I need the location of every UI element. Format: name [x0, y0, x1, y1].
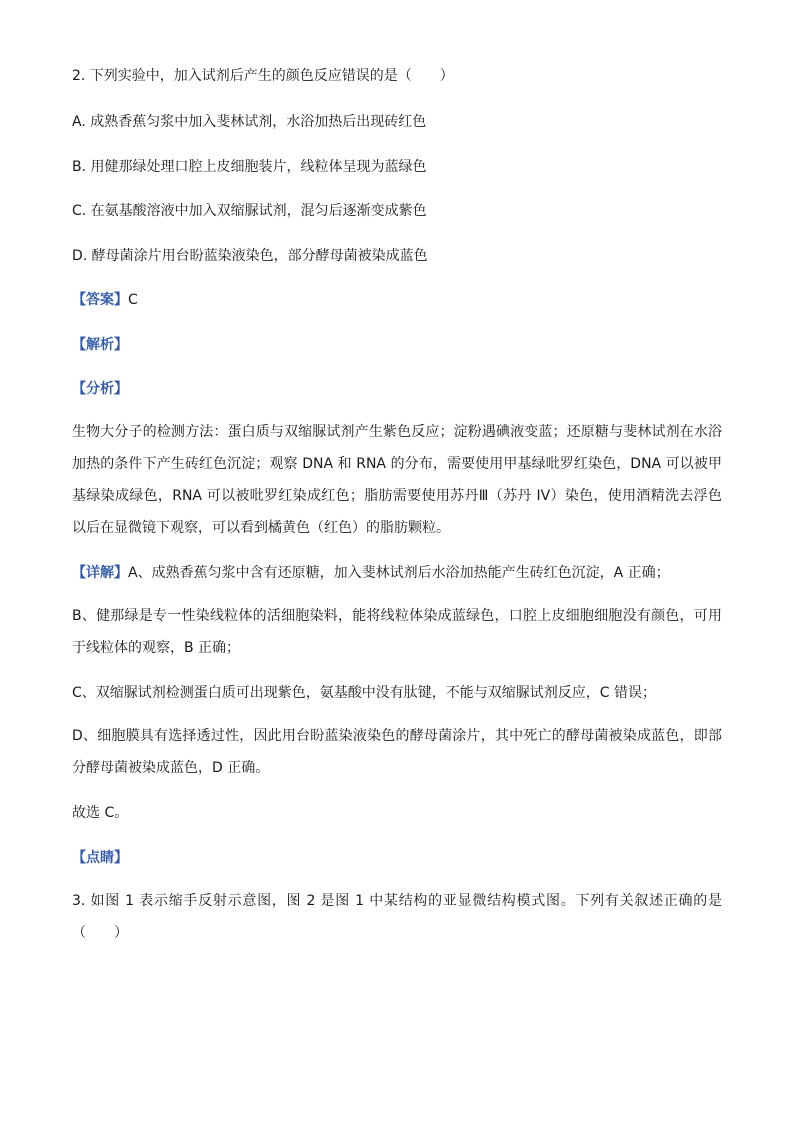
option-d: D. 酵母菌涂片用台盼蓝染液染色，部分酵母菌被染成蓝色: [72, 248, 428, 264]
question-2-stem: 2. 下列实验中，加入试剂后产生的颜色反应错误的是（ ）: [72, 68, 454, 84]
dianjing-label: 【点睛】: [72, 850, 128, 866]
answer-row: [72, 290, 138, 310]
question-3-stem: 3. 如图 1 表示缩手反射示意图，图 2 是图 1 中某结构的亚显微结构模式图。下列有关叙述正确的是（ ）: [72, 893, 722, 941]
answer-label: 【答案】: [72, 292, 128, 308]
option-b: B. 用健那绿处理口腔上皮细胞装片，线粒体呈现为蓝绿色: [72, 159, 427, 175]
detail-d-text: D、细胞膜具有选择透过性，因此用台盼蓝染液染色的酵母菌涂片，其中死亡的酵母菌被染成蓝色，即部分酵母菌被染成蓝色，D 正确。: [72, 728, 722, 776]
answer-value: C: [128, 292, 138, 308]
conclusion-text: 故选 C。: [72, 805, 129, 821]
analysis-label: 【解析】: [72, 337, 128, 353]
fenxi-text: 生物大分子的检测方法：蛋白质与双缩脲试剂产生紫色反应；淀粉遇碘液变蓝；还原糖与斐林试剂在水浴加热的条件下产生砖红色沉淀；观察 DNA 和 RNA 的分布，需要使用甲基绿吡罗红染色，DNA 可以被甲基绿染成绿色，RNA 可以被吡罗红染成红色；脂肪需要使用苏丹Ⅲ（苏丹 IV）染色，使用酒精洗去浮色以后在显微镜下观察，可以看到橘黄色（红色）的脂肪颗粒。: [72, 424, 722, 536]
fenxi-label: 【分析】: [72, 381, 128, 397]
detail-a-text: A、成熟香蕉匀浆中含有还原糖，加入斐林试剂后水浴加热能产生砖红色沉淀，A 正确；: [128, 565, 670, 581]
option-a: A. 成熟香蕉匀浆中加入斐林试剂，水浴加热后出现砖红色: [72, 114, 427, 130]
detail-b-text: B、健那绿是专一性染线粒体的活细胞染料，能将线粒体染成蓝绿色，口腔上皮细胞细胞没有颜色，可用于线粒体的观察，B 正确；: [72, 608, 722, 656]
detail-c-text: C、双缩脲试剂检测蛋白质可出现紫色，氨基酸中没有肽键，不能与双缩脲试剂反应，C 错误；: [72, 685, 656, 701]
detail-label: 【详解】: [72, 565, 128, 581]
option-c: C. 在氨基酸溶液中加入双缩脲试剂，混匀后逐渐变成紫色: [72, 203, 427, 219]
detail-a-row: [72, 563, 670, 583]
